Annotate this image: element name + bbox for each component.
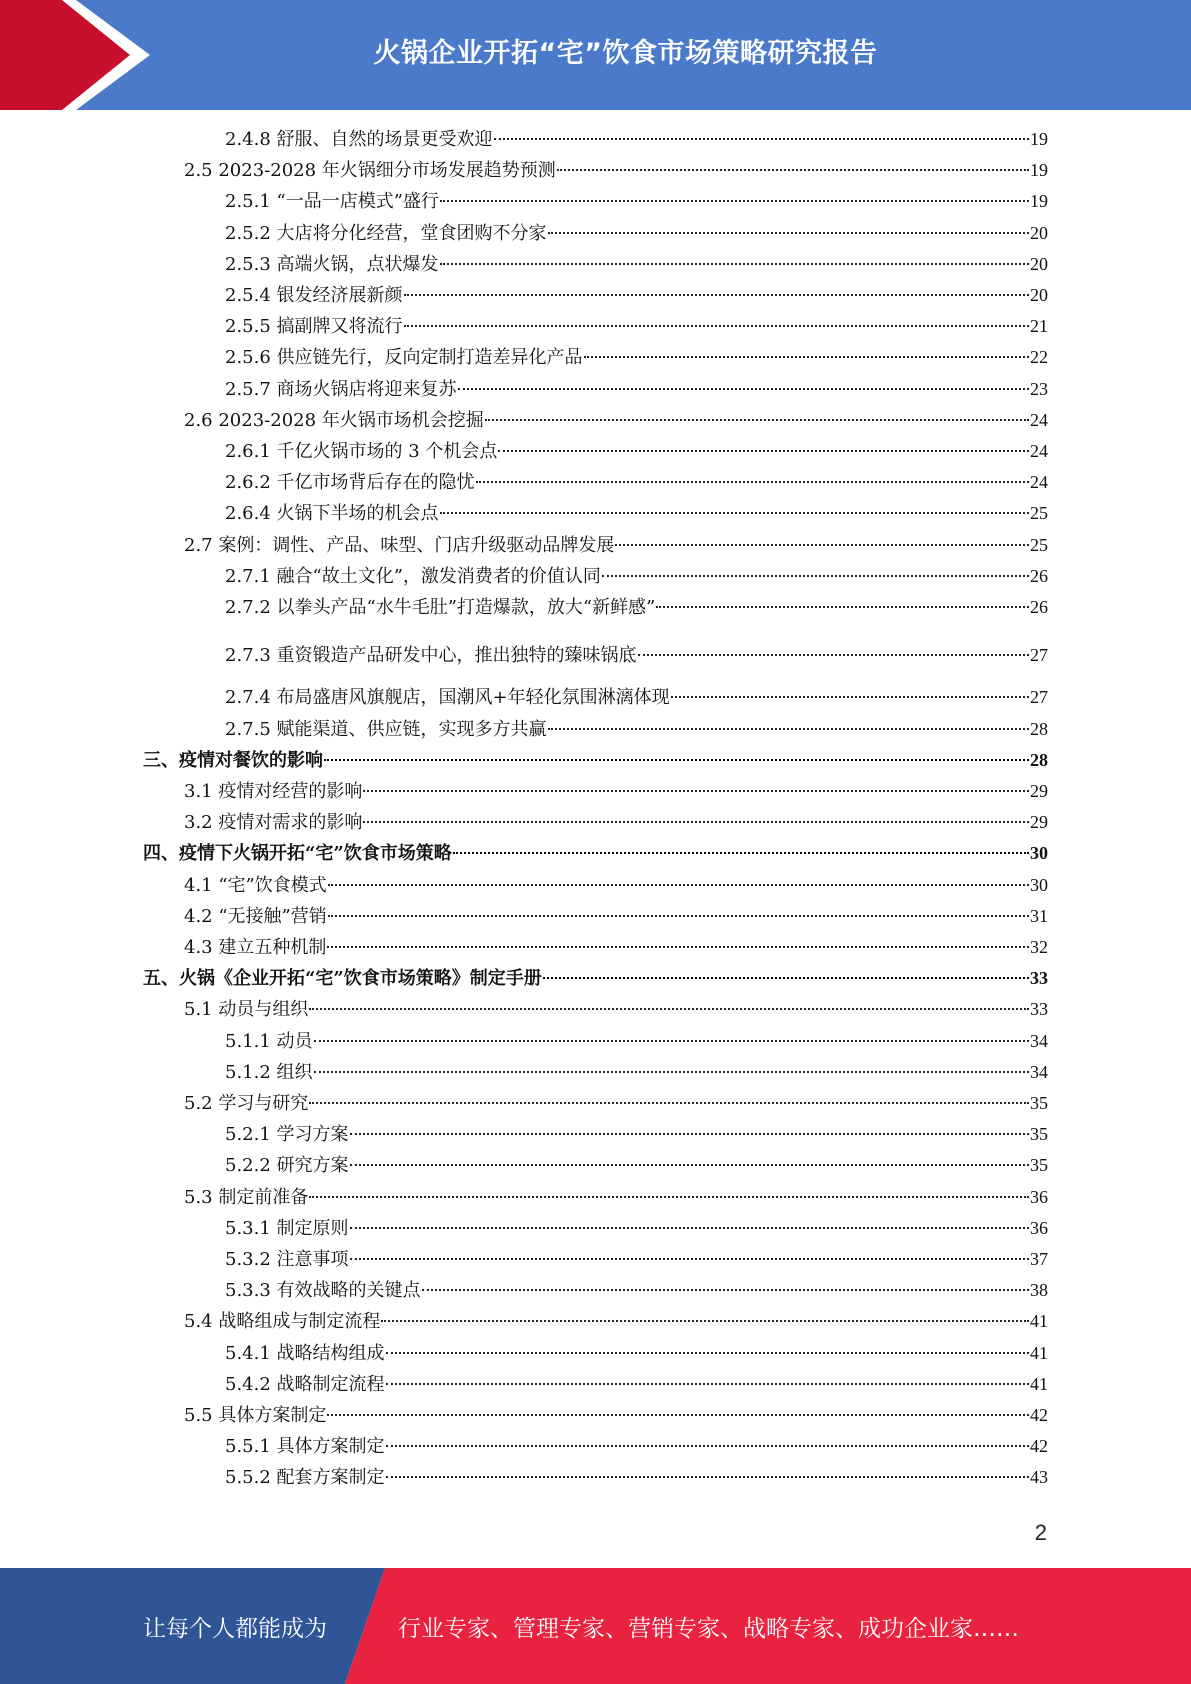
toc-dot-leader [548, 232, 1029, 234]
toc-entry-page: 25 [1030, 534, 1048, 555]
toc-entry[interactable] [225, 1121, 1048, 1147]
toc-dot-leader [440, 200, 1029, 202]
toc-dot-leader [309, 1008, 1029, 1010]
toc-dot-leader [386, 1445, 1029, 1447]
toc-dot-leader [327, 1414, 1029, 1416]
toc-entry[interactable] [225, 1152, 1048, 1178]
toc-entry-label: 5.5 具体方案制定 [184, 1405, 327, 1426]
toc-entry-page: 28 [1030, 718, 1048, 739]
toc-entry[interactable] [225, 126, 1048, 152]
toc-dot-leader [584, 356, 1029, 358]
toc-entry-label: 2.7.1 融合“故土文化”，激发消费者的价值认同 [225, 565, 601, 587]
toc-entry[interactable] [225, 1215, 1048, 1241]
toc-entry-page: 24 [1030, 472, 1048, 493]
toc-dot-leader [543, 977, 1029, 979]
toc-dot-leader [404, 325, 1029, 327]
footer-band [0, 1568, 1191, 1684]
toc-entry-page: 33 [1030, 999, 1048, 1020]
toc-entry-label: 2.6 2023-2028 年火锅市场机会挖掘 [184, 409, 484, 431]
toc-entry-label: 5.4 战略组成与制定流程 [184, 1311, 381, 1333]
toc-dot-leader [656, 606, 1029, 608]
toc-entry-page: 41 [1030, 1342, 1048, 1363]
toc-entry[interactable] [225, 438, 1048, 464]
toc-entry-label: 3.2 疫情对需求的影响 [184, 812, 363, 834]
toc-dot-leader [314, 1040, 1029, 1042]
toc-entry[interactable] [184, 903, 1048, 929]
toc-entry-page: 27 [1030, 687, 1048, 708]
toc-entry-page: 36 [1030, 1186, 1048, 1207]
toc-entry-page: 41 [1030, 1311, 1048, 1332]
toc-entry-label: 4.3 建立五种机制 [184, 937, 327, 958]
toc-entry[interactable] [184, 934, 1048, 960]
toc-entry[interactable] [225, 469, 1048, 495]
toc-dot-leader [386, 1352, 1029, 1354]
toc-entry-page: 24 [1030, 409, 1048, 430]
toc-dot-leader [363, 821, 1029, 823]
toc-dot-leader [328, 915, 1029, 917]
toc-dot-leader [548, 728, 1029, 730]
toc-entry-page: 35 [1030, 1093, 1048, 1113]
toc-entry-label: 5.3.3 有效战略的关键点 [225, 1280, 421, 1302]
toc-entry[interactable] [184, 996, 1048, 1022]
toc-dot-leader [458, 388, 1029, 390]
toc-entry-label: 2.6.1 千亿火锅市场的 3 个机会点 [225, 441, 498, 462]
toc-entry[interactable] [184, 157, 1048, 183]
toc-entry-label: 2.5.7 商场火锅店将迎来复苏 [225, 378, 457, 400]
toc-entry-page: 28 [1030, 749, 1048, 770]
toc-dot-leader [327, 946, 1029, 948]
toc-entry-label: 2.5.5 搞副牌又将流行 [225, 316, 403, 338]
toc-entry-page: 43 [1030, 1467, 1048, 1488]
toc-dot-leader [350, 1258, 1029, 1260]
toc-dot-leader [602, 575, 1029, 577]
toc-entry-label: 2.7.2 以拳头产品“水牛毛肚”打造爆款，放大“新鲜感” [225, 597, 656, 618]
toc-entry-page: 34 [1030, 1061, 1048, 1082]
page-number: 2 [1034, 1520, 1047, 1545]
toc-entry[interactable] [184, 809, 1048, 835]
toc-entry-label: 2.5 2023-2028 年火锅细分市场发展趋势预测 [184, 160, 556, 182]
toc-entry-label: 3.1 疫情对经营的影响 [184, 781, 363, 802]
toc-entry-label: 5.3.1 制定原则 [225, 1217, 349, 1239]
toc-dot-leader [309, 1196, 1029, 1198]
toc-entry-label: 5.3 制定前准备 [184, 1186, 309, 1208]
toc-entry-label: 五、火锅《企业开拓“宅”饮食市场策略》制定手册 [143, 968, 542, 990]
toc-entry-page: 20 [1030, 253, 1048, 274]
toc-entry-page: 20 [1030, 285, 1048, 305]
toc-entry-page: 27 [1030, 645, 1048, 666]
toc-entry[interactable] [225, 282, 1048, 308]
toc-entry-label: 2.7.3 重资锻造产品研发中心，推出独特的臻味锅底 [225, 645, 637, 667]
toc-entry[interactable] [225, 376, 1048, 402]
toc-entry[interactable] [225, 1277, 1048, 1303]
toc-entry[interactable] [184, 778, 1048, 804]
report-title: 火锅企业开拓“宅”饮食市场策略研究报告 [373, 37, 878, 69]
toc-dot-leader [638, 654, 1029, 656]
toc-dot-leader [671, 696, 1029, 698]
toc-entry[interactable] [184, 407, 1048, 433]
toc-dot-leader [386, 1383, 1029, 1385]
toc-entry-page: 33 [1030, 968, 1048, 989]
toc-entry-page: 19 [1030, 160, 1048, 181]
toc-entry-page: 36 [1030, 1217, 1048, 1238]
toc-entry[interactable] [143, 965, 1048, 991]
toc-entry-page: 41 [1030, 1373, 1048, 1394]
toc-dot-leader [422, 1289, 1029, 1291]
toc-entry-label: 5.3.2 注意事项 [225, 1249, 349, 1270]
toc-entry[interactable] [225, 500, 1048, 526]
toc-dot-leader [498, 450, 1029, 452]
toc-entry[interactable] [225, 563, 1048, 589]
toc-entry-page: 26 [1030, 565, 1048, 586]
toc-entry[interactable] [225, 1059, 1048, 1085]
toc-entry-page: 23 [1030, 378, 1048, 399]
toc-dot-leader [386, 1476, 1029, 1478]
toc-entry-page: 30 [1030, 874, 1048, 895]
toc-dot-leader [314, 1071, 1029, 1073]
toc-entry-label: 2.5.3 高端火锅，点状爆发 [225, 253, 439, 275]
toc-entry[interactable] [184, 872, 1048, 898]
toc-entry-label: 5.1.1 动员 [225, 1030, 313, 1052]
toc-entry-label: 2.5.6 供应链先行，反向定制打造差异化产品 [225, 347, 583, 369]
toc-entry-page: 30 [1030, 843, 1048, 864]
toc-entry[interactable] [225, 251, 1048, 277]
toc-dot-leader [453, 852, 1029, 854]
toc-entry-label: 5.2 学习与研究 [184, 1093, 309, 1114]
toc-entry-page: 42 [1030, 1436, 1048, 1457]
toc-entry-label: 4.2 “无接触”营销 [184, 905, 327, 927]
toc-entry-page: 26 [1030, 597, 1048, 617]
toc-dot-leader [350, 1227, 1029, 1229]
toc-entry[interactable] [225, 344, 1048, 370]
toc-entry-label: 2.7.5 赋能渠道、供应链，实现多方共赢 [225, 718, 547, 740]
toc-entry-label: 2.4.8 舒服、自然的场景更受欢迎 [225, 129, 493, 150]
toc-dot-leader [350, 1164, 1029, 1166]
toc-entry-label: 5.4.2 战略制定流程 [225, 1373, 385, 1395]
toc-entry-page: 35 [1030, 1155, 1048, 1176]
toc-entry-page: 22 [1030, 347, 1048, 368]
toc-entry-label: 2.5.1 “一品一店模式”盛行 [225, 191, 439, 213]
toc-entry-label: 四、疫情下火锅开拓“宅”饮食市场策略 [143, 843, 452, 865]
toc-entry[interactable] [225, 1433, 1048, 1459]
toc-entry[interactable] [225, 594, 1048, 620]
toc-entry-page: 38 [1030, 1280, 1048, 1301]
toc-dot-leader [309, 1102, 1029, 1104]
toc-entry-page: 35 [1030, 1124, 1048, 1145]
toc-entry[interactable] [225, 1464, 1048, 1490]
toc-entry-label: 5.5.2 配套方案制定 [225, 1467, 385, 1489]
toc-entry-page: 20 [1030, 222, 1048, 243]
toc-entry[interactable] [225, 1371, 1048, 1397]
toc-entry-label: 5.4.1 战略结构组成 [225, 1342, 385, 1364]
toc-entry-label: 4.1 “宅”饮食模式 [184, 874, 327, 896]
toc-entry[interactable] [225, 1340, 1048, 1366]
toc-dot-leader [476, 481, 1029, 483]
toc-entry-page: 29 [1030, 812, 1048, 833]
toc-entry[interactable] [225, 1028, 1048, 1054]
toc-entry-label: 5.2.2 研究方案 [225, 1155, 349, 1177]
toc-entry-page: 42 [1030, 1405, 1048, 1425]
toc-entry-label: 2.7.4 布局盛唐风旗舰店，国潮风+年轻化氛围淋漓体现 [225, 687, 670, 709]
toc-entry[interactable] [225, 313, 1048, 339]
toc-dot-leader [485, 419, 1029, 421]
toc-entry[interactable] [225, 716, 1048, 742]
toc-entry[interactable] [184, 1308, 1048, 1334]
toc-entry-page: 19 [1030, 129, 1048, 149]
header-band [0, 0, 1191, 110]
toc-entry[interactable] [143, 747, 1048, 773]
toc-dot-leader [440, 263, 1029, 265]
toc-entry-label: 2.7 案例：调性、产品、味型、门店升级驱动品牌发展 [184, 534, 615, 556]
toc-entry-label: 5.2.1 学习方案 [225, 1124, 349, 1146]
toc-entry[interactable] [184, 1402, 1048, 1428]
toc-entry-page: 29 [1030, 781, 1048, 801]
toc-entry-page: 34 [1030, 1030, 1048, 1051]
toc-entry-page: 37 [1030, 1249, 1048, 1269]
toc-entry-label: 5.5.1 具体方案制定 [225, 1436, 385, 1458]
toc-entry-page: 32 [1030, 937, 1048, 957]
toc-entry[interactable] [225, 684, 1048, 710]
toc-dot-leader [440, 512, 1029, 514]
toc-entry-label: 5.1 动员与组织 [184, 999, 309, 1021]
toc-dot-leader [494, 138, 1029, 140]
toc-entry[interactable] [225, 642, 1048, 668]
toc-dot-leader [557, 169, 1029, 171]
toc-entry-label: 2.5.2 大店将分化经营，堂食团购不分家 [225, 222, 547, 244]
toc-entry-label: 5.1.2 组织 [225, 1061, 313, 1083]
toc-entry[interactable] [225, 188, 1048, 214]
toc-dot-leader [363, 790, 1029, 792]
toc-dot-leader [324, 759, 1029, 761]
toc-dot-leader [404, 294, 1029, 296]
toc-dot-leader [615, 544, 1029, 546]
toc-entry[interactable] [143, 840, 1048, 866]
toc-entry-label: 2.6.4 火锅下半场的机会点 [225, 503, 439, 525]
toc-dot-leader [328, 884, 1029, 886]
toc-entry-page: 24 [1030, 441, 1048, 461]
toc-dot-leader [381, 1320, 1029, 1322]
toc-entry-page: 31 [1030, 905, 1048, 926]
toc-entry[interactable] [184, 532, 1048, 558]
toc-entry-label: 2.5.4 银发经济展新颜 [225, 285, 403, 306]
toc-entry-page: 25 [1030, 503, 1048, 524]
toc-entry-label: 三、疫情对餐饮的影响 [143, 749, 323, 771]
toc-entry[interactable] [225, 1246, 1048, 1272]
footer-slogan-left: 让每个人都能成为 [143, 1615, 327, 1642]
footer-slogan-right: 行业专家、管理专家、营销专家、战略专家、成功企业家…… [398, 1615, 1019, 1642]
toc-entry[interactable] [184, 1184, 1048, 1210]
toc-entry-page: 19 [1030, 191, 1048, 212]
toc-dot-leader [350, 1133, 1029, 1135]
toc-entry-label: 2.6.2 千亿市场背后存在的隐忧 [225, 472, 475, 494]
toc-entry[interactable] [184, 1090, 1048, 1116]
toc-entry-page: 21 [1030, 316, 1048, 337]
toc-entry[interactable] [225, 220, 1048, 246]
